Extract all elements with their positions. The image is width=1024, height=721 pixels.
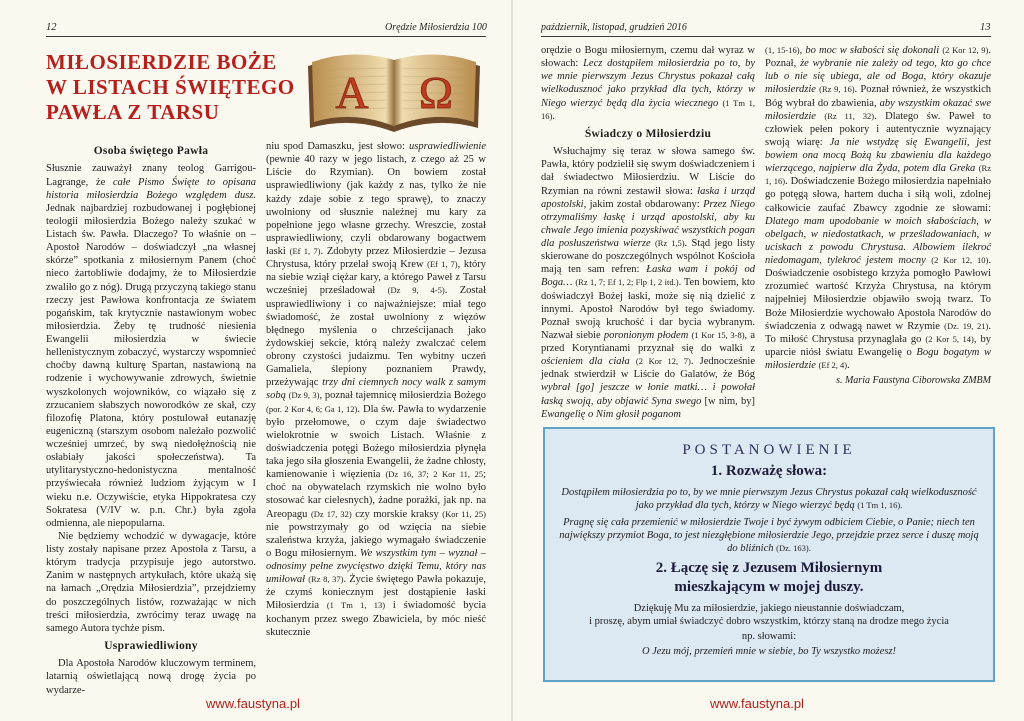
running-header: październik, listopad, grudzień 2016 [541,22,687,33]
page-number: 12 [46,22,57,33]
header-rule [46,36,486,37]
box-heading: 1. Rozważę słowa: [710,462,828,479]
article-title [46,50,295,125]
section-heading: Usprawiedliwiony [104,639,198,652]
right-column-1 [541,44,755,422]
title-line: PAWŁA Z TARSU [46,99,220,124]
box-heading: 2. Łączę się z Jezusem Miłosiernym mieszkającym w mojej duszy. [655,560,883,595]
paragraph: Wsłuchajmy się teraz w słowa samego św. Pawła, który podzielił się swym doświadczeniem i dał świadectwo Miłosierdziu. W Liście do Rzymian na równi zestawił słowa: łaska i urząd apostolski, jakim został obdarowany: Przez Niego otrzymaliśmy łaskę i urząd apostolski, aby ku chwale Jego imienia pozyskiwać wszystkich pogan dla posłuszeństwa wierze (Rz 1,5). Stąd jego listy skierowane do poszczególnych wspólnot Kościoła mają ten sam refren: Łaska wam i pokój od Boga… (Rz 1, 7; Ef 1, 2; Flp 1, 2 itd.). Ten bowiem, kto doświadczył Bożej łaski, może się nią dzielić z innymi. Apostoł Narodów był tego świadomy. Poznał swoją kruchość i dar bycia wybranym. Nazwał siebie poronionym płodem (1 Kor 15, 3-8), a przed Koryntianami przyznał się do walki z ościeniem dla ciała (2 Kor 12, 7). Jednocześnie jednak stwierdził w Liście do Galatów, że Bóg wybrał [go] jeszcze w łonie matki… i powołał łaską swoją, aby objawić Syna swego [w nim, by] Ewangelię o Nim głosił poganom [541,146,756,420]
running-header: Orędzie Miłosierdzia 100 [385,22,487,33]
paragraph: Nie będziemy wchodzić w dywagacje, które listy zostały napisane przez Apostoła z Tarsu, a którym tradycja przypisuje jego autorstwo. Zanim w następnych artykułach, które ukażą się na łamach „Orędzia Miłosierdzia”, przejdziemy do poszczególnych listów, rozważając w nich treści miłosierdzia, zwrócimy teraz uwagę na samego Autora tychże pism. [46,530,256,634]
footer-website-link[interactable]: www.faustyna.pl [206,696,300,711]
right-page [513,0,1024,721]
left-column-1 [46,140,256,696]
left-page [0,0,511,721]
box-title: POSTANOWIENIE [682,442,856,458]
page-number: 13 [980,22,991,33]
box-quote: Dostąpiłem miłosierdzia po to, by we mnie pierwszym Jezus Chrystus pokazał całą wielkoduszność jako przykład dla tych, którzy w Niego wierzyć będą (1 Tm 1, 16). [561,486,977,511]
footer-website-link[interactable]: www.faustyna.pl [710,696,804,711]
right-column-2 [765,44,991,422]
title-line: W LISTACH ŚWIĘTEGO [46,74,295,99]
header-rule [541,36,991,37]
section-heading: Osoba świętego Pawła [93,145,209,157]
omega-letter: Ω [418,67,454,118]
box-text: np. słowami: [741,630,797,642]
paragraph: orędzie o Bogu miłosiernym, czemu dał wyraz w słowach: Lecz dostąpiłem miłosierdzia po to, by we mnie pierwszym Jezus Chrystus pokazał całą wielkodusznoć jako przykład dla tych, którzy w Niego wierzyć będą dla życia wiecznego (1 Tm 1, 16). [541,45,756,122]
title-line: MIŁOSIERDZIE BOŻE [46,50,277,74]
left-column-2 [266,140,486,686]
box-prayer: O Jezu mój, przemień mnie w siebie, bo Ty wszystko możesz! [641,646,897,657]
alpha-omega-book-image [302,44,486,142]
alpha-letter: Α [335,67,369,118]
postanowienie-box [543,427,995,682]
box-text: Dziękuję Mu za miłosierdzie, jakiego nieustannie doświadczam, [633,602,905,614]
paragraph: Słusznie zauważył znany teolog Garrigou-Lagrange, że całe Pismo Święte to opisana historia miłosierdzia Bożego względem dusz. Jednak najbardziej rozbudowanej i pogłębionej teologii miłosierdzia Bożego należy szukać w Listach św. Pawła. Dlaczego? To właśnie on – Apostoł Narodów – doświadczył „na własnej skórze” spotkania z miłosiernym Panem (choć nieco żartobliwie dodajmy, że to Miłosierdzie zwaliło go z nóg). Drugą przyczyną takiego stanu rzeczy jest Pawłowa konfrontacja ze światem pogańskim, tak krytycznie nastawionym wobec miłosierdzia. Żeby tę trudność niesienia Ewangelii miłosierdzia w świecie hellenistycznym zobaczyć, wystarczy wspomnieć choćby dawną kulturę Spartan, nastawioną na rodzenie i wychowywanie zdrowych, świetnie wyszkolonych wojowników, co wiązało się z zrzucaniem słabszych noworodków ze skał, czy filozofię Platona, który postulował eutanazję eugeniczną (starszym osobom należało pozwolić wcześniej umrzeć, by swą niedołężnością nie osłabiały jakości społeczeństwa). Ta utylitarystyczno-hedonistyczna mentalność przyświecała również ludziom żyjącym w I wieku n.e. Oczywiście, etyka Hippokratesa czy Sokratesa (V/IV w. p.n. Chr.) była zgoła odmienna, ale niepopularna. [46,163,256,529]
author-signature: s. Maria Faustyna Ciborowska ZMBM [836,375,991,387]
box-quote: Pragnę się cała przemienić w miłosierdzie Twoje i być żywym odbiciem Ciebie, o Panie; niech ten największy przymiot Boga, to jest niezgłębione miłosierdzie Jego, przejdzie przez serce i duszę moją do bliźnich (Dz. 163). [559,516,979,554]
paragraph: Dla Apostoła Narodów kluczowym terminem, latarnią oświetlającą nową drogę życia po wydarze- [46,658,256,696]
section-heading: Świadczy o Miłosierdziu [584,127,712,140]
paragraph: niu spod Damaszku, jest słowo: usprawiedliwienie (pewnie 40 razy w jego listach, z czego aż 25 w Liście do Rzymian). On bowiem został usprawiedliwiony (jak każdy z nas, tylko że nie każdy zdaje sobie z tego sprawę), to znaczy uwolniony od słusznie należnej mu kary za popełnione jego własne grzechy. Wreszcie, został usprawiedliwiony, czyli obdarowany bogactwem łaski (Ef 1, 7). Zdobyty przez Miłosierdzie – Jezusa Chrystusa, który przelał swoją Krew (Ef 1, 7), który na siebie wziął ciężar kary, a którego Paweł z Tarsu wcześniej prześladował (Dz 9, 4-5). Został usprawiedliwiony i co najważniejsze: miał tego świadomość, że został uwolniony z więzów błędnego myślenia o chrześcijanach jako żydowskiej sekcie, którą należy zwalczać celem obrony czystości judaizmu. Ten wybitny uczeń Gamaliela, ślepiony poznaniem Prawdy, przeżywając trzy dni ciemnych nocy walk z samym sobą (Dz 9, 3), poznał tajemnicę miłosierdzia Bożego (por. 2 Kor 4, 6; Ga 1, 12). Dla św. Pawła to wydarzenie było przełomowe, o czym daje świadectwo wielokrotnie w swoich Listach. Właśnie z doświadczenia potęgi Bożego miłosierdzia płynęła taka jego siła głoszenia Ewangelii, że żadne chłosty, kamienowanie i więzienia (Dz 16, 37; 2 Kor 11, 25; choć na obywatelach rzymskich nie wolno było stosować kar cielesnych), żadne porażki, jak np. na Areopagu (Dz 17, 32) czy morskie kraksy (Kor 11, 25) nie powstrzymały go od wzięcia na siebie szaleństwa krzyża, jakiego wymagało świadczenie o Bogu miłosiernym. We wszystkim tym – wyznał – odnosimy pełne zwycięstwo dzięki Temu, który nas umiłował (Rz 8, 37). Życie świętego Pawła pokazuje, że czymś koniecznym jest dostąpienie łaski Miłosierdzia (1 Tm 1, 13) i świadomość bycia kochanym przez swego Zbawiciela, by móc nieść skutecznie [266,141,487,638]
box-text: i proszę, abym umiał świadczyć dobro wszystkim, którzy staną na drodze mego życia [589,615,949,627]
paragraph: (1, 15-16), bo moc w słabości się dokonali (2 Kor 12, 9). Poznał, że wybranie nie zależy od tego, kto go chce lub o nie się ubiega, ale od Boga, który okazuje miłosierdzie (Rz 9, 16). Poznał również, że wszystkich Bóg wybrał do zbawienia, aby wszystkim okazać swe miłosierdzie (Rz 11, 32). Dlatego św. Paweł to człowiek pełen pokory i autentycznie wyznający swoją wiarę: Ja nie wstydzę się Ewangelii, jest bowiem ona mocą Bożą ku zbawieniu dla każdego wierzącego, najpierw dla Żyda, potem dla Greka (Rz 1, 16). Doświadczenie Bożego miłosierdzia napełniało go potęgą słowa, hartem ducha i siłą woli, zdolnej całkowicie zaufać Zbawcy zgodnie ze słowami: Dlatego mam upodobanie w moich słabościach, w obelgach, w niedostatkach, w prześladowaniach, w uciskach z powodu Chrystusa. Albowiem ilekroć niedomagam, tylekroć jestem mocny (2 Kor 12, 10). Doświadczenie osobistego krzyża pomogło Pawłowi zrozumieć wartość Krzyża Chrystusa, na którym najpełniej Miłosierdzie objawiło swoją twarz. To Boże Miłosierdzie wychowało Apostoła Narodów do świadczenia z odwagą nawet w Rzymie (Dz. 19, 21). To miłość Chrystusa przynaglała go (2 Kor 5, 14), by uparcie niósł światu Ewangelię o Bogu bogatym w miłosierdzie (Ef 2, 4). [765,45,992,371]
